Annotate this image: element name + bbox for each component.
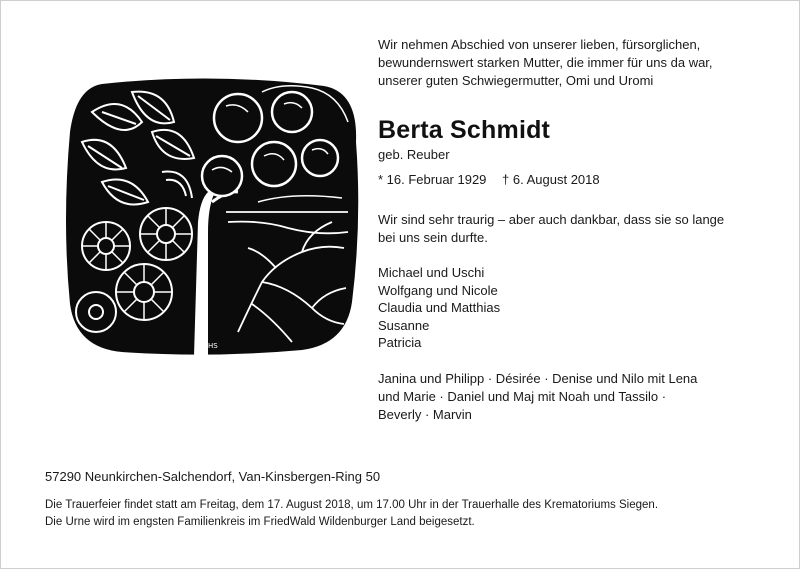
mourners-list — [378, 264, 500, 352]
mourner: Michael und Uschi — [378, 265, 485, 280]
grandchildren-list — [378, 370, 697, 424]
message-line: bei uns sein durfte. — [378, 230, 488, 245]
funeral-notice — [45, 497, 658, 531]
mourner: Claudia und Matthias — [378, 300, 501, 315]
message-line: Wir sind sehr traurig – aber auch dankbar, dass sie so lange — [378, 212, 725, 227]
birth-date: * 16. Februar 1929 — [378, 172, 487, 187]
intro-line: unserer guten Schwiegermutter, Omi und Uromi — [378, 73, 654, 88]
artist-signature: HS — [208, 342, 218, 350]
intro-line: bewundernswert starken Mutter, die immer für uns da war, — [378, 55, 713, 70]
family-address: 57290 Neunkirchen-Salchendorf, Van-Kinsbergen-Ring 50 — [45, 469, 381, 484]
intro-text — [378, 36, 778, 90]
funeral-line: Die Urne wird im engsten Familienkreis im FriedWald Wildenburger Land beigesetzt. — [45, 516, 475, 528]
mourner: Wolfgang und Nicole — [378, 282, 498, 298]
maiden-name: geb. Reuber — [378, 147, 450, 162]
deceased-name: Berta Schmidt — [378, 116, 551, 144]
mourner: Patricia — [378, 335, 422, 350]
life-dates — [378, 171, 600, 189]
family-message — [378, 211, 778, 247]
grandchildren-line: Beverly · Marvin — [378, 407, 472, 422]
grandchildren-line: und Marie · Daniel und Maj mit Noah und Tassilo · — [378, 389, 667, 404]
funeral-line: Die Trauerfeier findet statt am Freitag, dem 17. August 2018, um 17.00 Uhr in der Trauerhalle des Krematoriums Siegen. — [45, 499, 659, 511]
intro-line: Wir nehmen Abschied von unserer lieben, fürsorglichen, — [378, 37, 701, 52]
grandchildren-line: Janina und Philipp · Désirée · Denise und Nilo mit Lena — [378, 371, 698, 386]
mourner: Susanne — [378, 317, 430, 333]
tree-woodcut-icon — [62, 72, 362, 356]
death-date: † 6. August 2018 — [502, 172, 600, 187]
